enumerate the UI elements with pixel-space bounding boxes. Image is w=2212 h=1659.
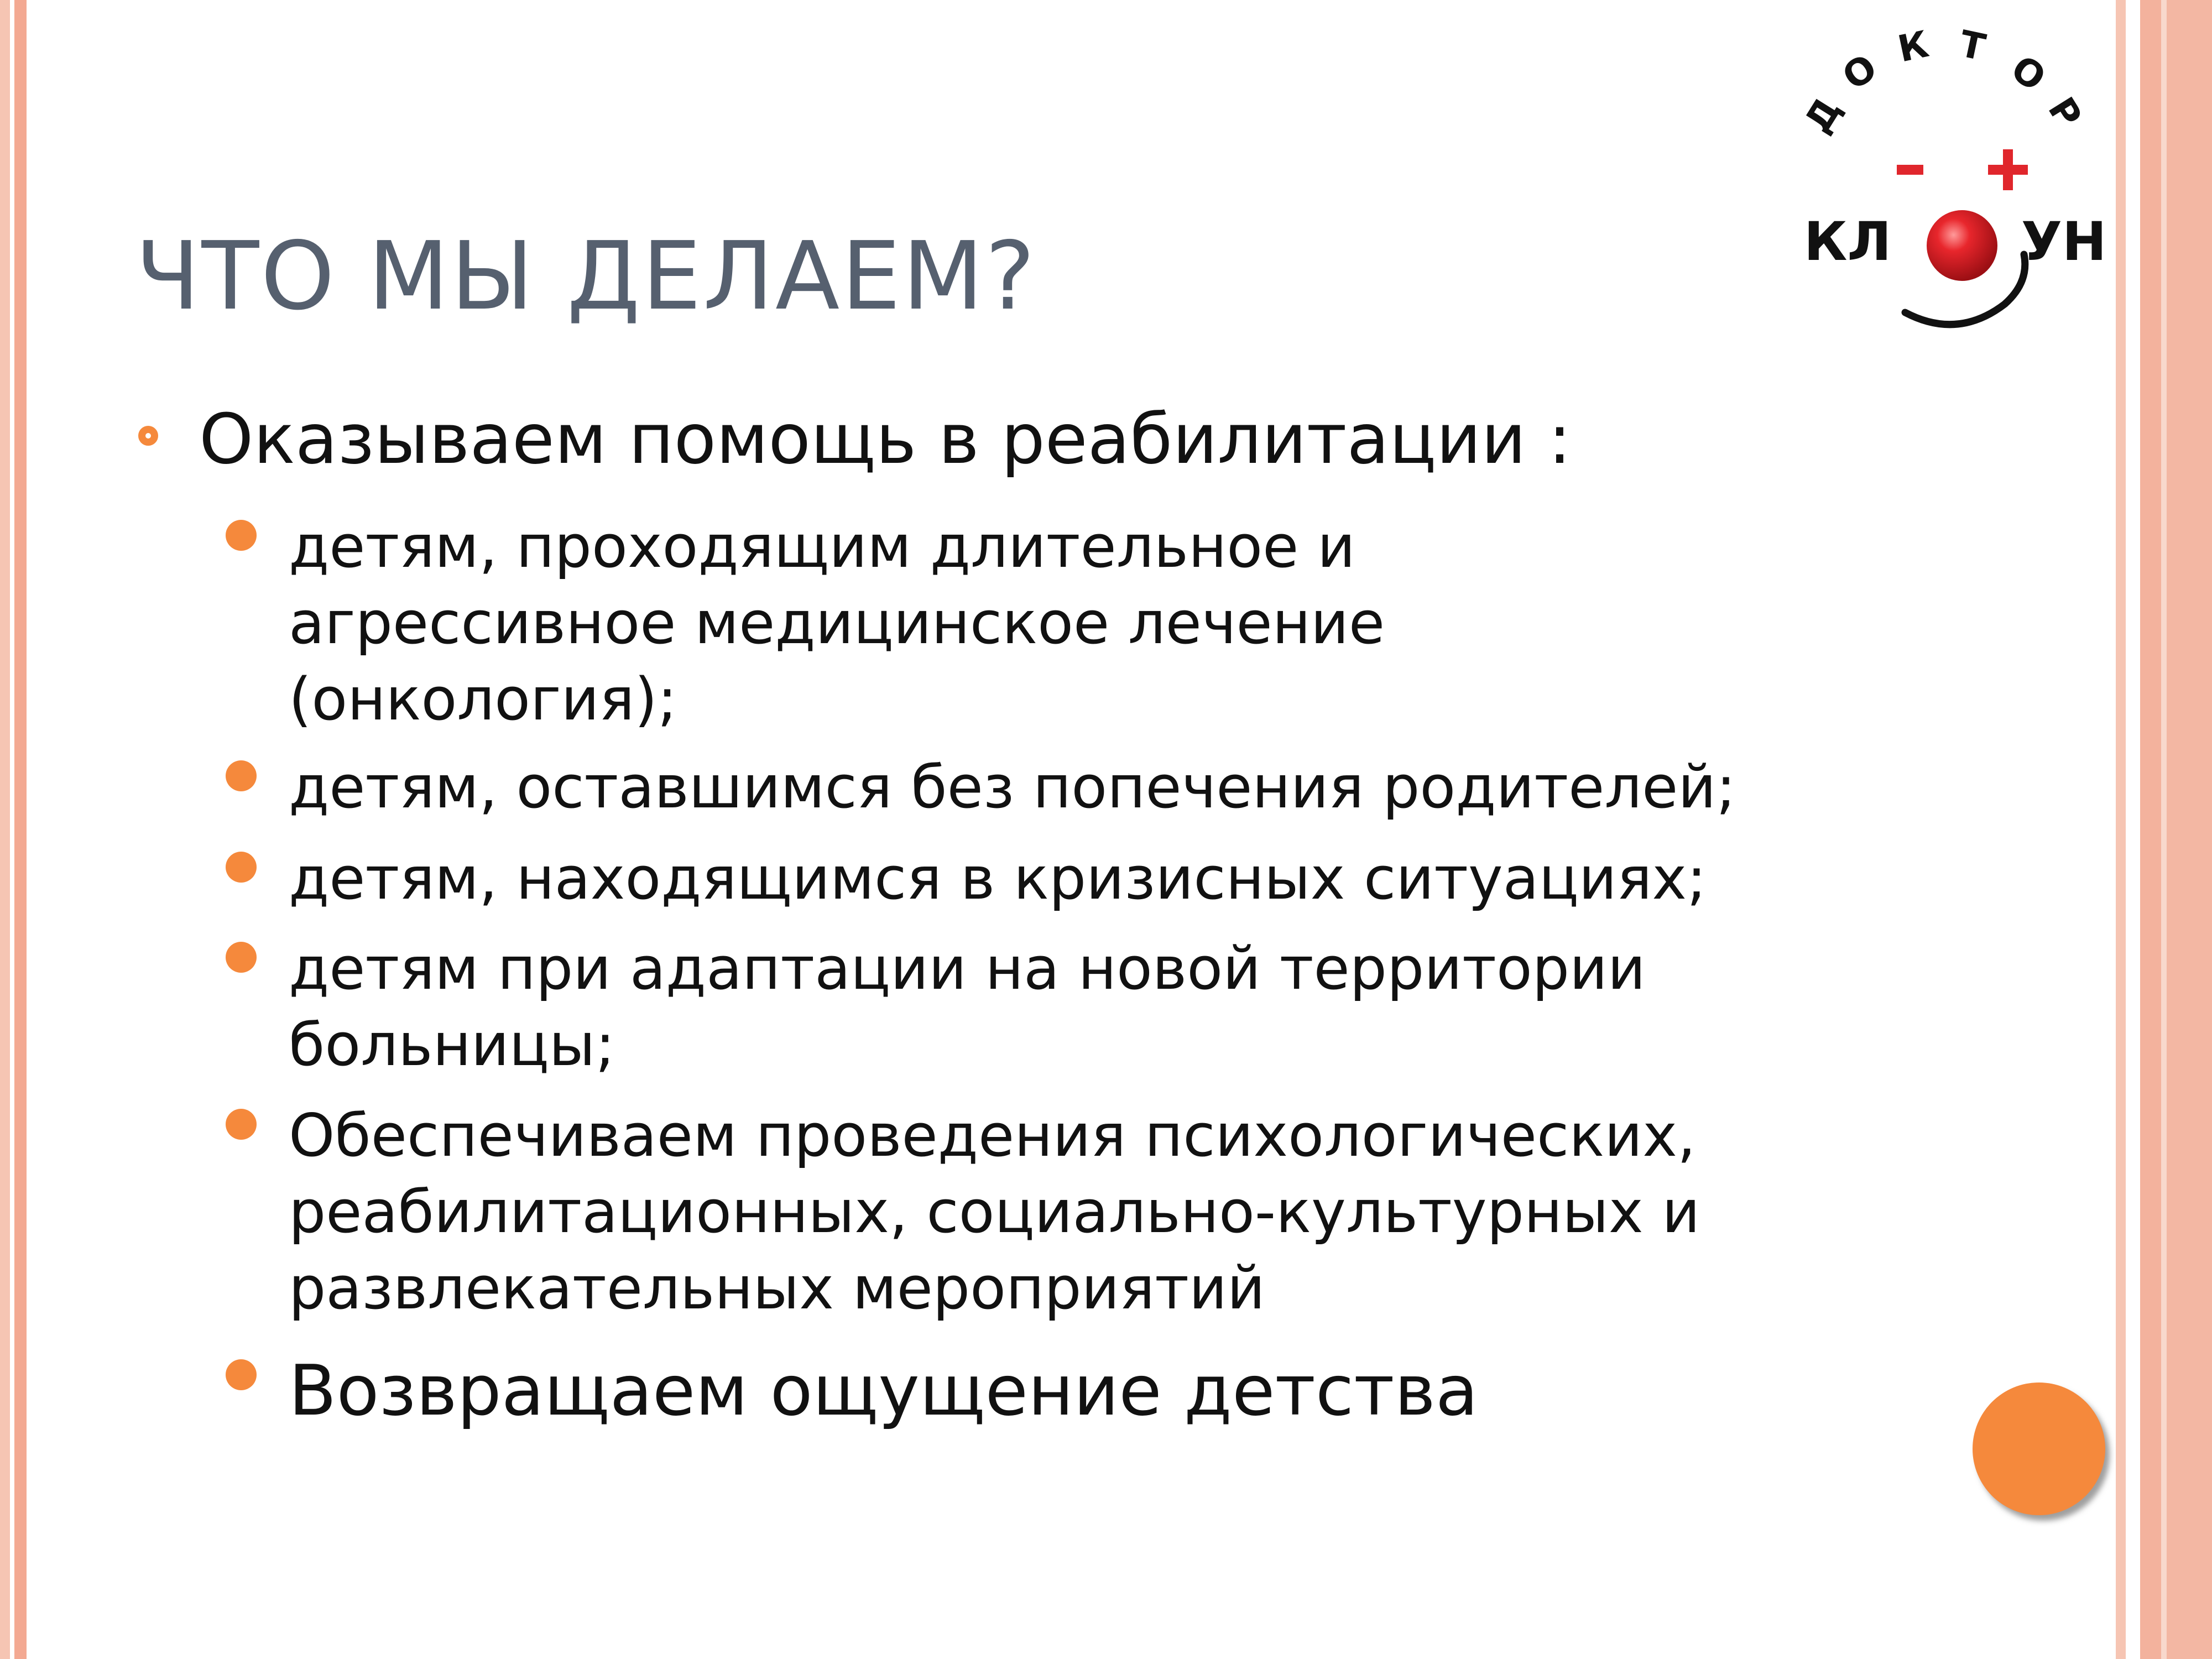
slide-title: ЧТО МЫ ДЕЛАЕМ? (135, 222, 1037, 331)
sub-bullet-line: детям при адаптации на новой территории (289, 935, 1646, 1003)
doctor-clown-logo (1792, 17, 2118, 348)
logo-word-left: КЛ (1804, 211, 1892, 273)
sub-bullet-text (289, 931, 1646, 1083)
orange-circle-icon (1973, 1383, 2105, 1515)
right-border-band-3 (2161, 0, 2167, 1659)
right-border-band-2 (2140, 0, 2161, 1659)
main-bullet-text: Оказываем помощь в реабилитации : (199, 399, 1572, 479)
sub-bullet-text (289, 749, 1736, 826)
sub-bullet-text (289, 509, 1385, 738)
orange-dot-icon (226, 942, 257, 973)
right-border-band-4 (2167, 0, 2212, 1659)
logo-letter: Д (1796, 90, 1850, 140)
left-border-band-inner (14, 0, 27, 1659)
logo-letter: О (2003, 47, 2053, 100)
sub-bullet-line: детям, оставшимся без попечения родителей; (289, 753, 1736, 821)
orange-dot-icon (226, 1359, 257, 1390)
doctor-clown-logo-graphic (1792, 17, 2118, 348)
red-clown-nose-icon (1927, 210, 1997, 281)
sub-bullet-line: (онкология); (289, 665, 677, 733)
orange-dot-icon (226, 852, 257, 883)
logo-letter: О (1835, 45, 1885, 99)
sub-bullet-line: реабилитационных, социально-культурных и (289, 1178, 1700, 1246)
orange-dot-icon (226, 520, 257, 551)
orange-dot-icon (226, 760, 257, 791)
orange-ring-icon (138, 426, 158, 446)
logo-letter: К (1894, 23, 1933, 71)
sub-bullet-text (289, 1098, 1700, 1327)
sub-bullet-text (289, 841, 1707, 917)
logo-letter: Т (1955, 22, 1989, 70)
sub-bullet-line: больницы; (289, 1011, 615, 1079)
orange-dot-icon (226, 1109, 257, 1140)
sub-bullet-text (289, 1349, 1478, 1432)
sub-bullet-line: Возвращаем ощущение детства (289, 1350, 1479, 1431)
sub-bullet-line: развлекательных мероприятий (289, 1254, 1265, 1322)
sub-bullet-line: Обеспечиваем проведения психологических, (289, 1102, 1696, 1170)
sub-bullet-line: детям, проходящим длительное и (289, 513, 1355, 581)
minus-sign-icon (1897, 165, 1923, 175)
left-border-band-outer (0, 0, 10, 1659)
logo-letter: Р (2039, 90, 2090, 135)
sub-bullet-line: детям, находящимся в кризисных ситуациях; (289, 844, 1707, 912)
logo-word-right: УН (2021, 211, 2107, 273)
sub-bullet-line: агрессивное медицинское лечение (289, 589, 1385, 657)
plus-sign-icon-vertical (2003, 149, 2013, 190)
